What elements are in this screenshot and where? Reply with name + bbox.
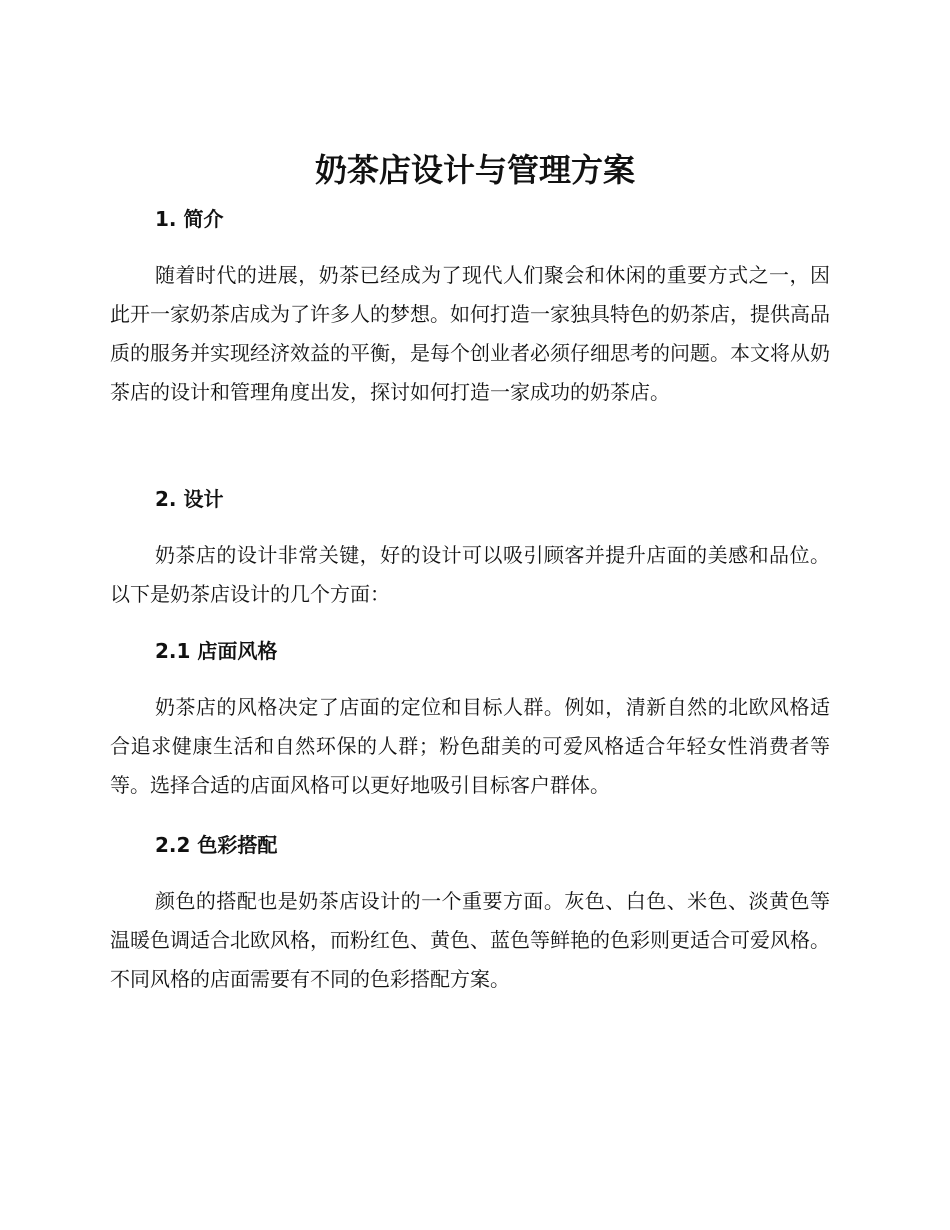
- section-body-store-style: 奶茶店的风格决定了店面的定位和目标人群。例如，清新自然的北欧风格适合追求健康生活和自然环保的人群；粉色甜美的可爱风格适合年轻女性消费者等等。选择合适的店面风格可以更好地吸引目标客户群体。: [110, 695, 830, 797]
- section-heading-design: 2. 设计: [155, 487, 224, 511]
- section-body-design: 奶茶店的设计非常关键，好的设计可以吸引顾客并提升店面的美感和品位。以下是奶茶店设计的几个方面：: [110, 543, 830, 606]
- section-heading-store-style: 2.1 店面风格: [155, 639, 278, 663]
- section-heading-intro: 1. 简介: [155, 207, 224, 231]
- section-body-color-scheme: 颜色的搭配也是奶茶店设计的一个重要方面。灰色、白色、米色、淡黄色等温暖色调适合北欧风格，而粉红色、黄色、蓝色等鲜艳的色彩则更适合可爱风格。不同风格的店面需要有不同的色彩搭配方案。: [110, 889, 830, 991]
- document-title: 奶茶店设计与管理方案: [314, 151, 635, 189]
- section-heading-color-scheme: 2.2 色彩搭配: [155, 833, 278, 857]
- section-body-intro: 随着时代的进展，奶茶已经成为了现代人们聚会和休闲的重要方式之一，因此开一家奶茶店成为了许多人的梦想。如何打造一家独具特色的奶茶店，提供高品质的服务并实现经济效益的平衡，是每个创业者必须仔细思考的问题。本文将从奶茶店的设计和管理角度出发，探讨如何打造一家成功的奶茶店。: [110, 263, 830, 404]
